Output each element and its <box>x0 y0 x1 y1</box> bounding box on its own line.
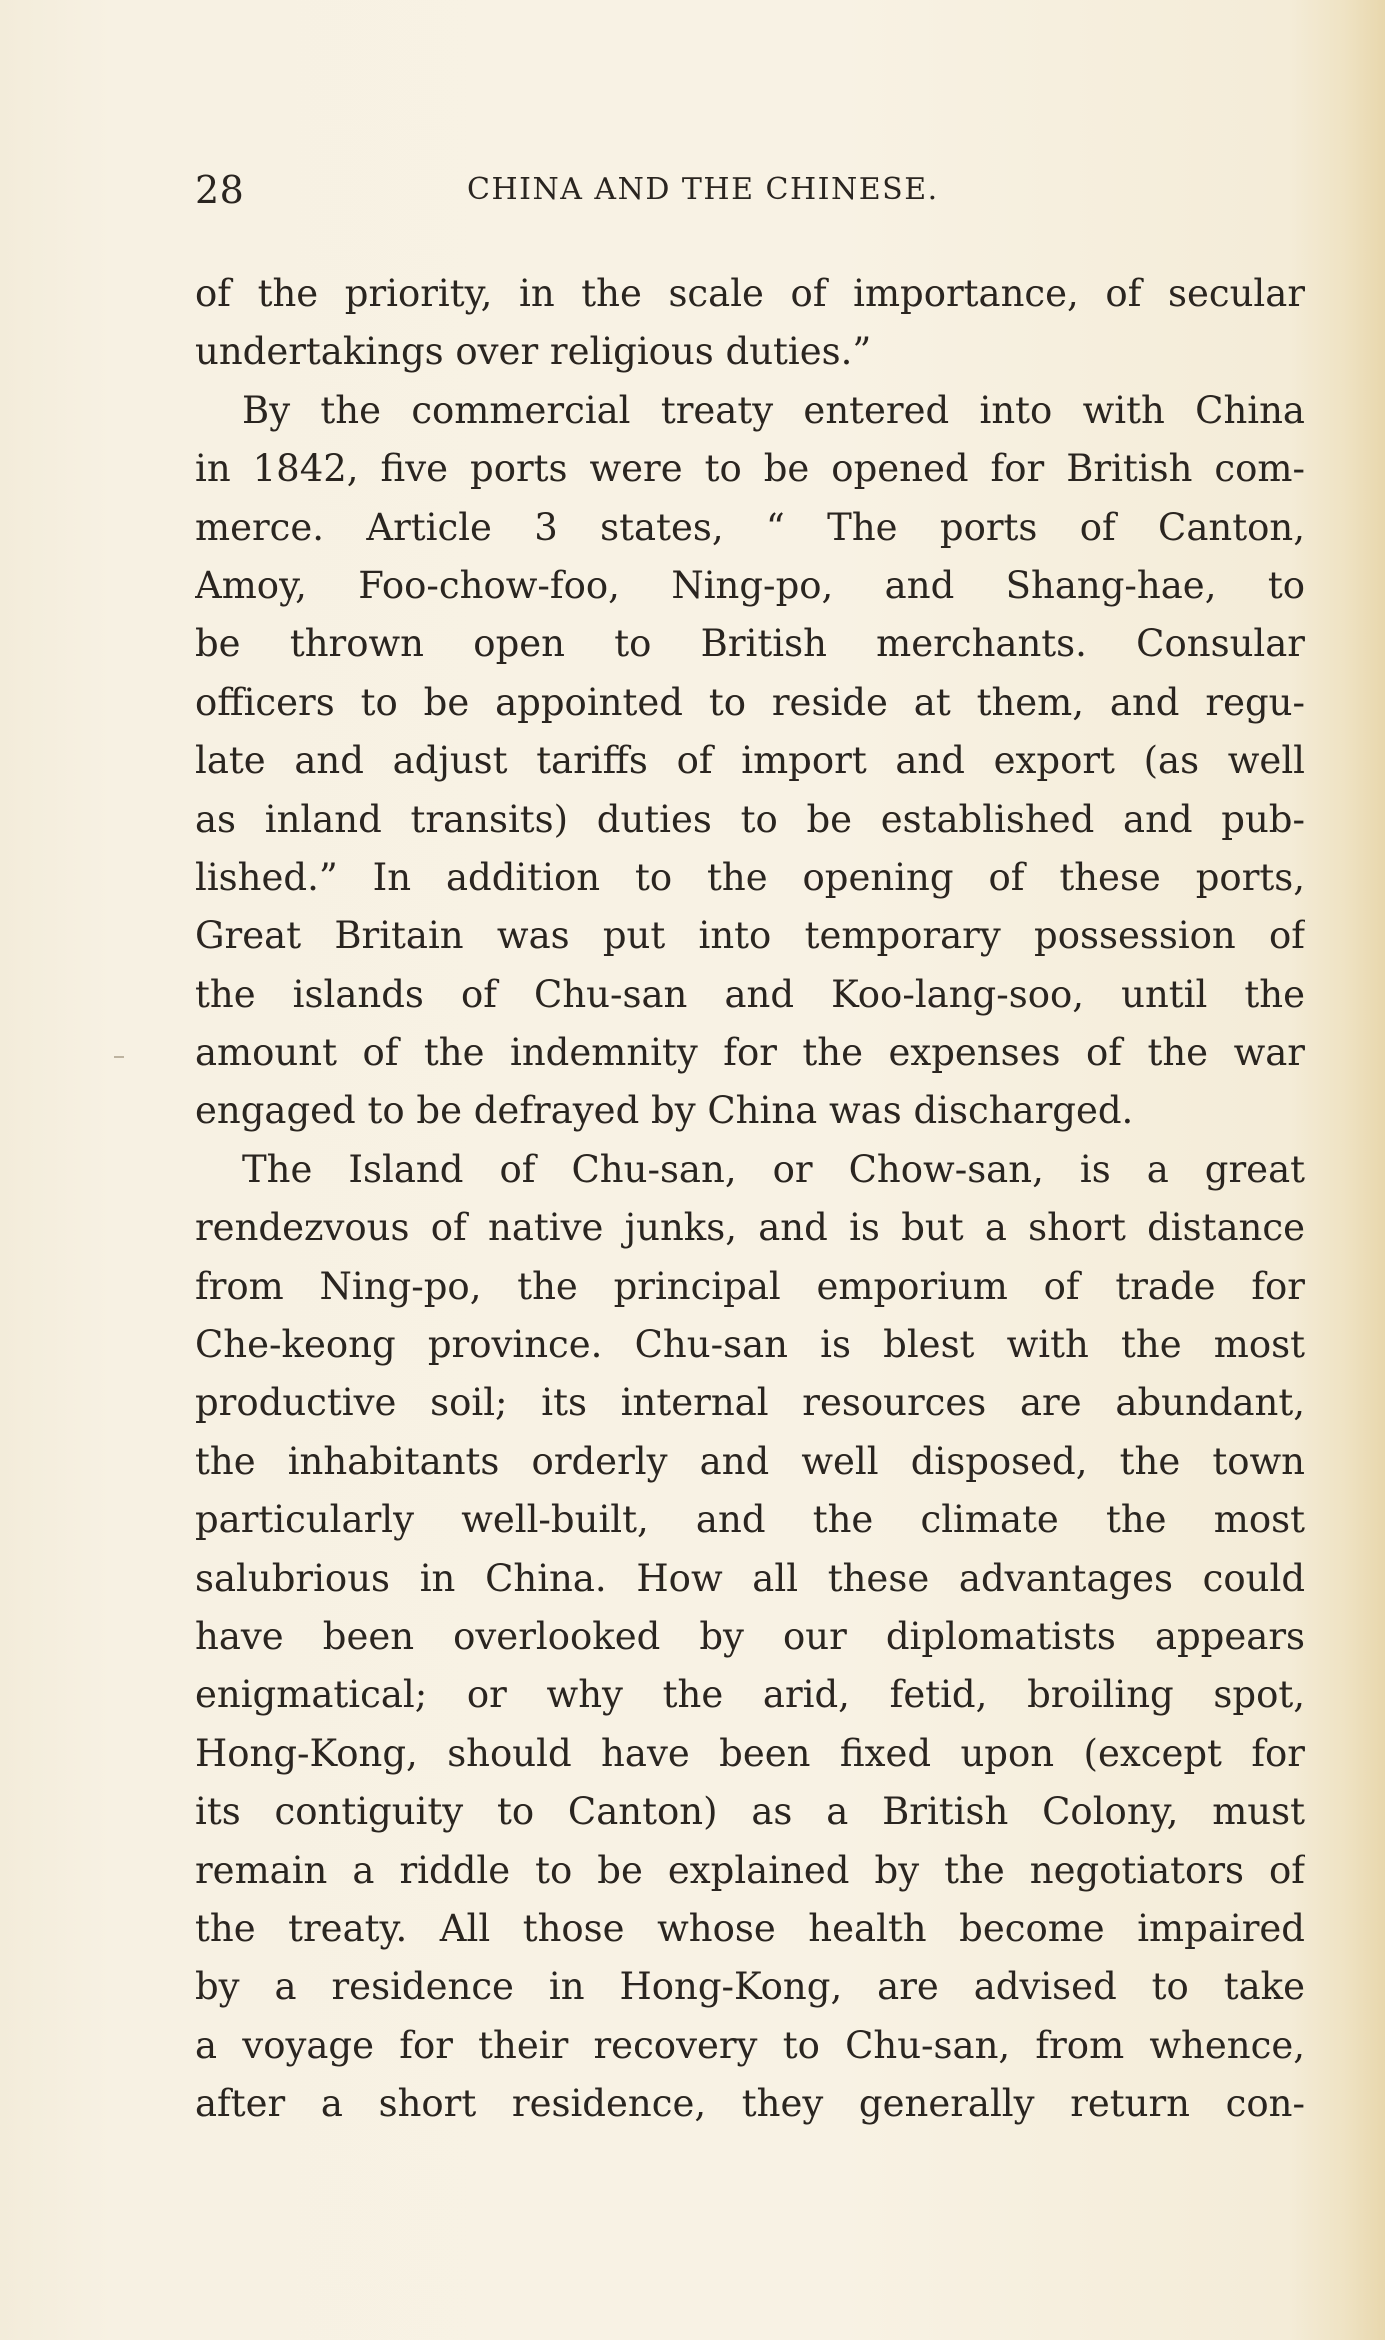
text-line: salubrious in China. How all these advantages could <box>195 1556 1305 1600</box>
text-line: as inland transits) duties to be established and pub- <box>195 797 1305 841</box>
text-line: Che-keong province. Chu-san is blest with the most <box>195 1323 1305 1367</box>
text-line: a voyage for their recovery to Chu-san, from whence, <box>195 2023 1305 2067</box>
text-line: officers to be appointed to reside at them, and regu- <box>195 680 1305 724</box>
text-line: Great Britain was put into temporary possession of <box>195 914 1305 958</box>
text-line: be thrown open to British merchants. Consular <box>195 622 1305 666</box>
text-line: late and adjust tariffs of import and export (as well <box>195 739 1305 783</box>
text-line: in 1842, five ports were to be opened for British com- <box>195 447 1305 491</box>
text-line: Hong-Kong, should have been fixed upon (except for <box>195 1731 1305 1775</box>
text-line: enigmatical; or why the arid, fetid, broiling spot, <box>195 1673 1305 1717</box>
running-head <box>195 168 1335 218</box>
text-line: remain a riddle to be explained by the negotiators of <box>195 1848 1305 1892</box>
text-line: its contiguity to Canton) as a British Colony, must <box>195 1790 1305 1834</box>
text-line: after a short residence, they generally return con- <box>195 2082 1305 2126</box>
running-head-title: CHINA AND THE CHINESE. <box>467 172 939 207</box>
text-line: particularly well-built, and the climate the most <box>195 1498 1305 1542</box>
text-line: Amoy, Foo-chow-foo, Ning-po, and Shang-hae, to <box>195 563 1305 607</box>
text-line: lished.” In addition to the opening of these ports, <box>195 855 1305 899</box>
text-line: rendezvous of native junks, and is but a short distance <box>195 1206 1305 1250</box>
text-line: of the priority, in the scale of importance, of secular <box>195 272 1305 315</box>
text-line: by a residence in Hong-Kong, are advised to take <box>195 1965 1305 2009</box>
text-line: merce. Article 3 states, “ The ports of Canton, <box>195 505 1305 549</box>
margin-mark <box>114 1056 124 1058</box>
text-line: have been overlooked by our diplomatists appears <box>195 1614 1305 1658</box>
body-text <box>195 265 1305 2134</box>
text-line: the inhabitants orderly and well disposed, the town <box>195 1439 1305 1483</box>
text-line: the treaty. All those whose health become impaired <box>195 1906 1305 1950</box>
page-number: 28 <box>195 168 245 212</box>
text-line: undertakings over religious duties.” <box>195 330 872 374</box>
text-line: from Ning-po, the principal emporium of trade for <box>195 1264 1305 1308</box>
text-line: productive soil; its internal resources are abundant, <box>195 1381 1305 1425</box>
paragraph-first-line: The Island of Chu-san, or Chow-san, is a great <box>242 1147 1305 1191</box>
text-line: engaged to be defrayed by China was discharged. <box>195 1089 1134 1133</box>
text-line: the islands of Chu-san and Koo-lang-soo, until the <box>195 972 1305 1016</box>
paragraph-first-line: By the commercial treaty entered into with China <box>242 388 1305 432</box>
text-line: amount of the indemnity for the expenses of the war <box>195 1031 1305 1075</box>
